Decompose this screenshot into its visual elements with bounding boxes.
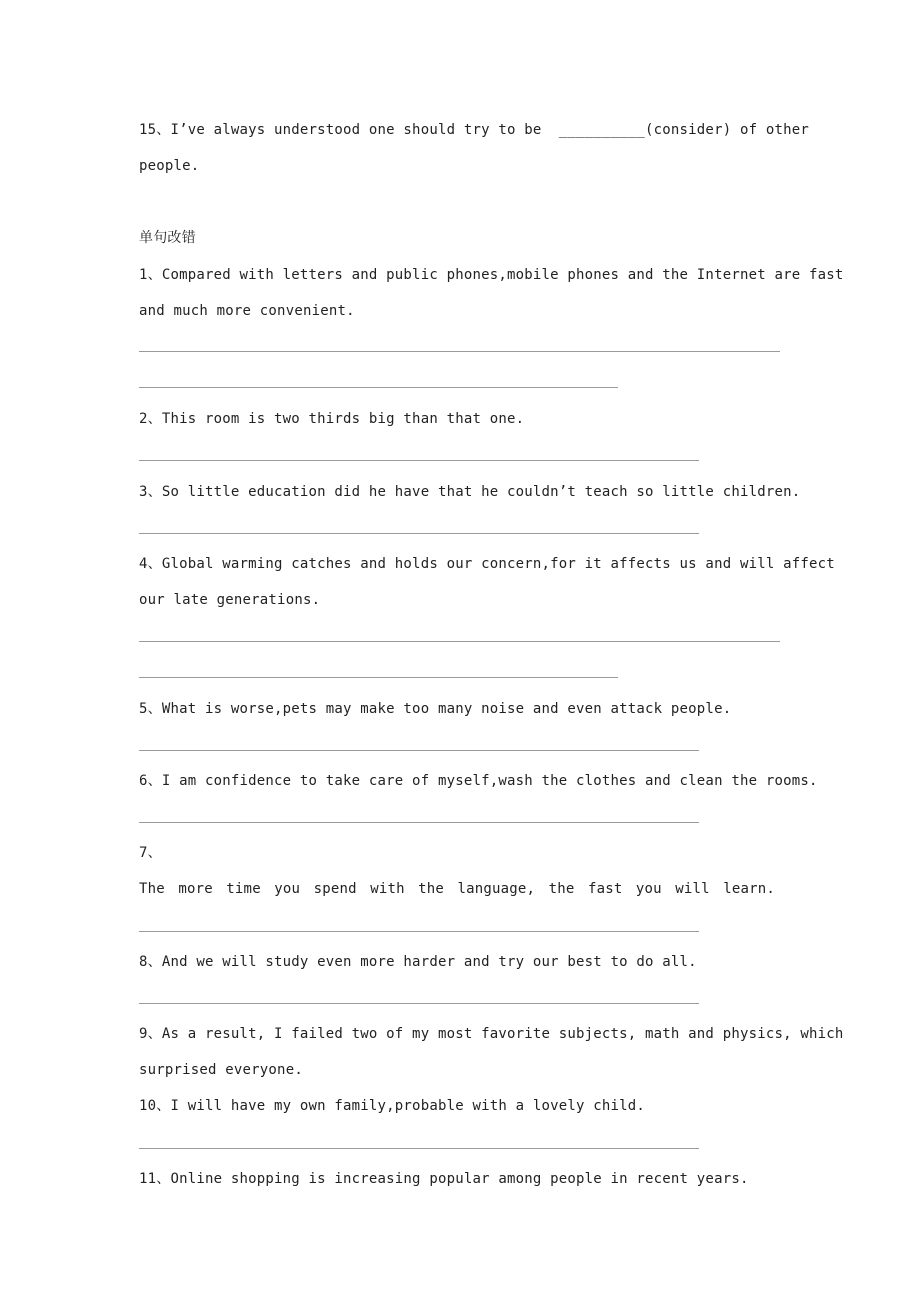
q15-text-line-1: 15、I’ve always understood one should try to be __________(consider) of other — [139, 122, 809, 138]
q1-text-line-1: 1、Compared with letters and public phones,mobile phones and the Internet are fast — [139, 267, 844, 283]
q10-text: 10、I will have my own family,probable with a lovely child. — [139, 1098, 646, 1114]
q2-text: 2、This room is two thirds big than that one. — [139, 411, 525, 427]
q10-answer-line — [139, 1148, 699, 1149]
q4-text-line-1: 4、Global warming catches and holds our concern,for it affects us and will affect — [139, 556, 835, 572]
q8-answer-line — [139, 1003, 699, 1004]
q6-text: 6、I am confidence to take care of myself,wash the clothes and clean the rooms. — [139, 773, 818, 789]
q3-text: 3、So little education did he have that he couldn’t teach so little children. — [139, 484, 801, 500]
q9-text-line-2: surprised everyone. — [139, 1062, 303, 1078]
q4-answer-line-2 — [139, 677, 618, 678]
q1-answer-line-2 — [139, 387, 618, 388]
q15-text-line-2: people. — [139, 158, 200, 174]
q3-answer-line — [139, 533, 699, 534]
q5-answer-line — [139, 750, 699, 751]
q6-answer-line — [139, 822, 699, 823]
q4-answer-line-1 — [139, 641, 780, 642]
q8-text: 8、And we will study even more harder and try our best to do all. — [139, 954, 697, 970]
q2-answer-line — [139, 460, 699, 461]
q1-text-line-2: and much more convenient. — [139, 303, 355, 319]
q5-text: 5、What is worse,pets may make too many noise and even attack people. — [139, 701, 732, 717]
section-title: 单句改错 — [139, 230, 196, 246]
q1-answer-line-1 — [139, 351, 780, 352]
q7-answer-line — [139, 931, 699, 932]
q7-number: 7、 — [139, 845, 162, 861]
q11-text: 11、Online shopping is increasing popular among people in recent years. — [139, 1171, 749, 1187]
q9-text-line-1: 9、As a result, I failed two of my most favorite subjects, math and physics, which — [139, 1026, 844, 1042]
q7-text: The more time you spend with the language, the fast you will learn. — [139, 881, 775, 897]
q4-text-line-2: our late generations. — [139, 592, 321, 608]
